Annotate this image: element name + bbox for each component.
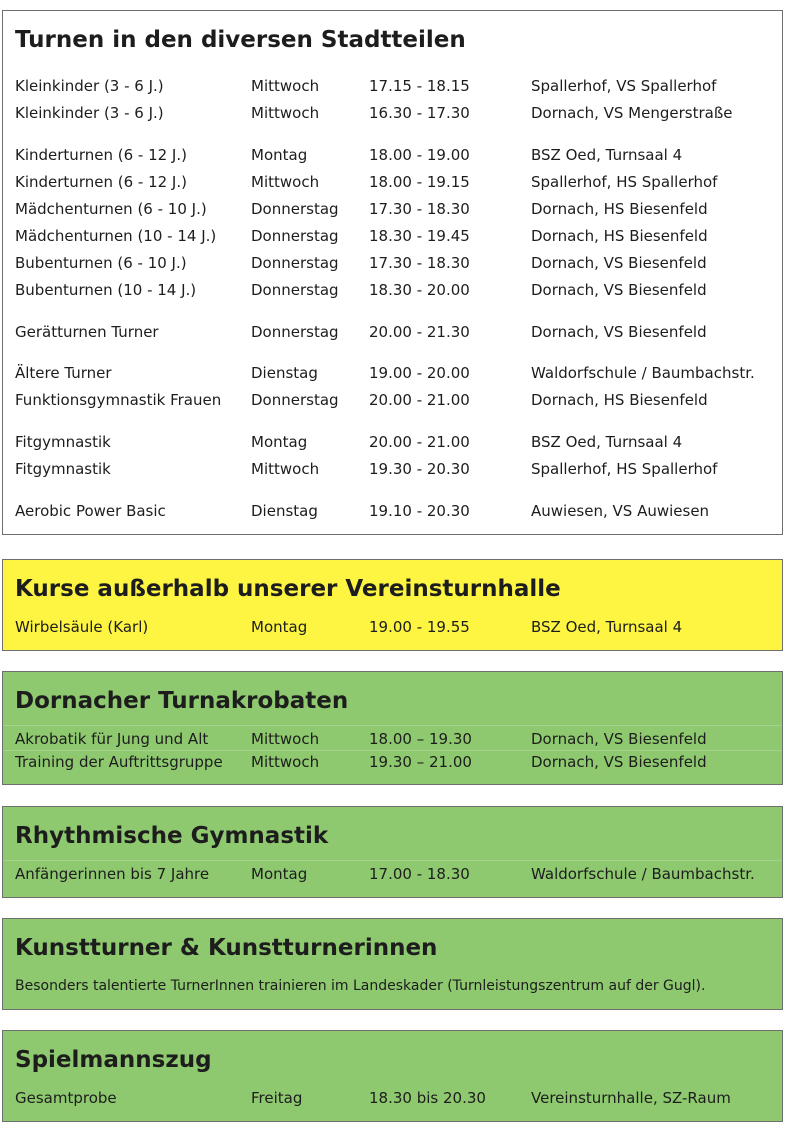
course-day: Donnerstag <box>251 254 339 272</box>
course-location: Dornach, HS Biesenfeld <box>531 200 708 218</box>
table-row <box>3 863 782 885</box>
course-time: 18.00 – 19.30 <box>369 730 472 748</box>
course-time: 18.30 - 19.45 <box>369 227 470 245</box>
course-day: Dienstag <box>251 502 318 520</box>
course-name: Ältere Turner <box>15 364 112 382</box>
course-day: Mittwoch <box>251 104 320 122</box>
table-row <box>3 616 782 638</box>
table-row <box>3 279 782 301</box>
table-row <box>3 728 782 750</box>
course-name: Funktionsgymnastik Frauen <box>15 391 222 409</box>
section-title: Rhythmische Gymnastik <box>15 823 329 849</box>
section-kurse-ausserhalb <box>2 559 783 651</box>
course-name: Bubenturnen (10 - 14 J.) <box>15 281 197 299</box>
course-location: Vereinsturnhalle, SZ-Raum <box>531 1089 731 1107</box>
course-location: Spallerhof, VS Spallerhof <box>531 77 717 95</box>
course-location: Dornach, HS Biesenfeld <box>531 227 708 245</box>
course-day: Mittwoch <box>251 753 320 771</box>
course-day: Donnerstag <box>251 281 339 299</box>
course-name: Gerätturnen Turner <box>15 323 159 341</box>
course-day: Donnerstag <box>251 391 339 409</box>
course-day: Montag <box>251 433 308 451</box>
course-day: Freitag <box>251 1089 303 1107</box>
course-location: Auwiesen, VS Auwiesen <box>531 502 710 520</box>
table-row <box>3 1087 782 1109</box>
course-day: Montag <box>251 146 308 164</box>
course-time: 17.30 - 18.30 <box>369 200 470 218</box>
course-name: Aerobic Power Basic <box>15 502 166 520</box>
course-location: Dornach, VS Biesenfeld <box>531 730 707 748</box>
course-name: Kleinkinder (3 - 6 J.) <box>15 104 164 122</box>
course-day: Mittwoch <box>251 173 320 191</box>
course-day: Dienstag <box>251 364 318 382</box>
section-title: Turnen in den diversen Stadtteilen <box>15 27 466 53</box>
row-divider <box>3 860 782 861</box>
course-location: Dornach, HS Biesenfeld <box>531 391 708 409</box>
section-rhythmische-gymnastik <box>2 806 783 898</box>
course-location: Waldorfschule / Baumbachstr. <box>531 865 755 883</box>
table-row <box>3 171 782 193</box>
course-time: 20.00 - 21.30 <box>369 323 470 341</box>
course-time: 17.00 - 18.30 <box>369 865 470 883</box>
course-name: Akrobatik für Jung und Alt <box>15 730 209 748</box>
course-day: Donnerstag <box>251 227 339 245</box>
course-day: Donnerstag <box>251 323 339 341</box>
table-row <box>3 431 782 453</box>
course-location: BSZ Oed, Turnsaal 4 <box>531 433 683 451</box>
course-time: 19.00 - 19.55 <box>369 618 470 636</box>
course-location: Dornach, VS Mengerstraße <box>531 104 733 122</box>
course-time: 19.10 - 20.30 <box>369 502 470 520</box>
table-row <box>3 362 782 384</box>
course-name: Fitgymnastik <box>15 460 111 478</box>
section-title: Spielmannszug <box>15 1047 212 1073</box>
course-time: 20.00 - 21.00 <box>369 391 470 409</box>
course-time: 16.30 - 17.30 <box>369 104 470 122</box>
table-row <box>3 751 782 773</box>
table-row <box>3 458 782 480</box>
section-title: Dornacher Turnakrobaten <box>15 688 349 714</box>
table-row <box>3 75 782 97</box>
course-day: Montag <box>251 865 308 883</box>
section-kunstturner <box>2 918 783 1010</box>
section-note: Besonders talentierte TurnerInnen trainieren im Landeskader (Turnleistungszentrum auf der Gugl). <box>15 978 706 994</box>
course-location: Waldorfschule / Baumbachstr. <box>531 364 755 382</box>
course-time: 18.00 - 19.15 <box>369 173 470 191</box>
course-time: 19.30 – 21.00 <box>369 753 472 771</box>
course-location: Spallerhof, HS Spallerhof <box>531 460 718 478</box>
course-location: Spallerhof, HS Spallerhof <box>531 173 718 191</box>
table-row <box>3 321 782 343</box>
section-title: Kurse außerhalb unserer Vereinsturnhalle <box>15 576 561 602</box>
course-location: BSZ Oed, Turnsaal 4 <box>531 146 683 164</box>
course-name: Mädchenturnen (10 - 14 J.) <box>15 227 217 245</box>
course-day: Mittwoch <box>251 730 320 748</box>
course-name: Training der Auftrittsgruppe <box>15 753 223 771</box>
course-location: Dornach, VS Biesenfeld <box>531 281 707 299</box>
section-stadtteile <box>2 10 783 535</box>
section-title: Kunstturner & Kunstturnerinnen <box>15 935 438 961</box>
course-name: Kleinkinder (3 - 6 J.) <box>15 77 164 95</box>
course-day: Montag <box>251 618 308 636</box>
course-name: Anfängerinnen bis 7 Jahre <box>15 865 210 883</box>
course-location: Dornach, VS Biesenfeld <box>531 323 707 341</box>
course-time: 17.15 - 18.15 <box>369 77 470 95</box>
course-location: BSZ Oed, Turnsaal 4 <box>531 618 683 636</box>
course-location: Dornach, VS Biesenfeld <box>531 254 707 272</box>
table-row <box>3 102 782 124</box>
course-time: 19.00 - 20.00 <box>369 364 470 382</box>
course-name: Fitgymnastik <box>15 433 111 451</box>
course-name: Wirbelsäule (Karl) <box>15 618 149 636</box>
course-name: Mädchenturnen (6 - 10 J.) <box>15 200 207 218</box>
table-row <box>3 252 782 274</box>
row-divider <box>3 725 782 726</box>
course-day: Mittwoch <box>251 77 320 95</box>
course-time: 18.30 bis 20.30 <box>369 1089 486 1107</box>
course-name: Bubenturnen (6 - 10 J.) <box>15 254 187 272</box>
course-time: 17.30 - 18.30 <box>369 254 470 272</box>
table-row <box>3 225 782 247</box>
course-time: 20.00 - 21.00 <box>369 433 470 451</box>
course-time: 18.00 - 19.00 <box>369 146 470 164</box>
course-day: Mittwoch <box>251 460 320 478</box>
course-day: Donnerstag <box>251 200 339 218</box>
course-name: Kinderturnen (6 - 12 J.) <box>15 146 187 164</box>
table-row <box>3 500 782 522</box>
table-row <box>3 144 782 166</box>
table-row <box>3 389 782 411</box>
section-turnakrobaten <box>2 671 783 785</box>
course-time: 18.30 - 20.00 <box>369 281 470 299</box>
section-spielmannszug <box>2 1030 783 1122</box>
course-location: Dornach, VS Biesenfeld <box>531 753 707 771</box>
table-row <box>3 198 782 220</box>
course-name: Kinderturnen (6 - 12 J.) <box>15 173 187 191</box>
course-time: 19.30 - 20.30 <box>369 460 470 478</box>
course-name: Gesamtprobe <box>15 1089 117 1107</box>
